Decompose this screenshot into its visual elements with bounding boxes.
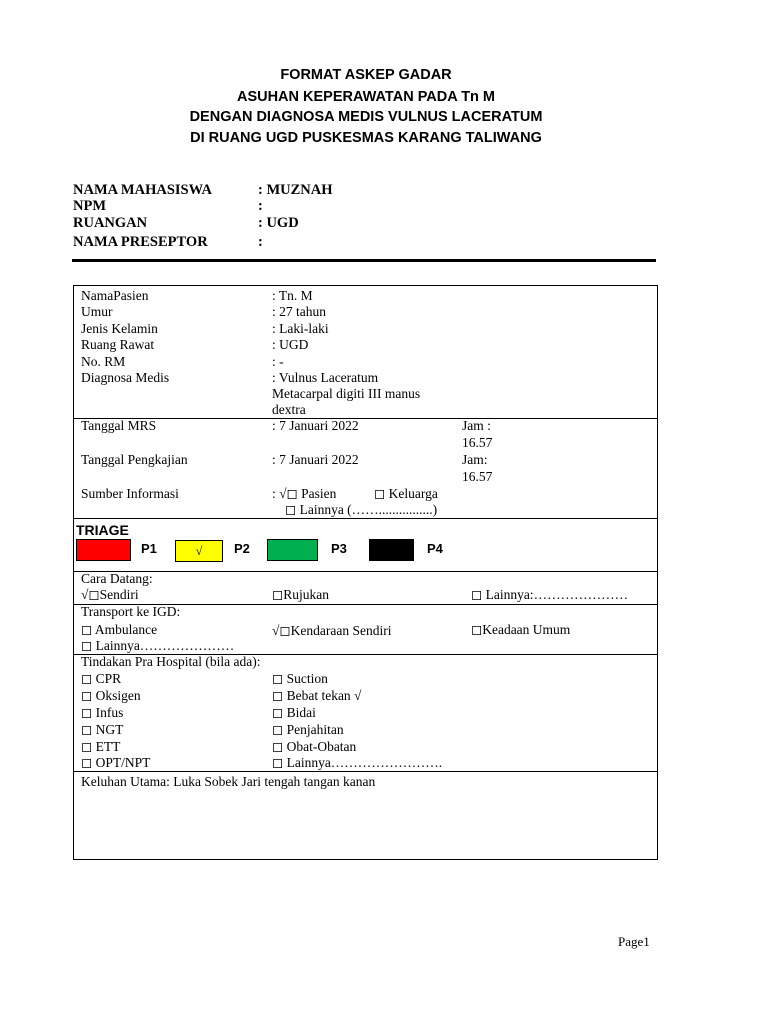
tindakan-suction-checkbox[interactable]: ◻ Suction: [272, 671, 328, 686]
cara-datang-sendiri-checkbox[interactable]: √◻Sendiri: [81, 587, 139, 602]
sumber-informasi-label: Sumber Informasi: [81, 486, 179, 501]
title-line-4: DI RUANG UGD PUSKESMAS KARANG TALIWANG: [190, 130, 542, 146]
no-rm-label: No. RM: [81, 354, 126, 369]
jam-mrs-label: Jam :: [462, 418, 491, 433]
transport-kendaraan-checkbox[interactable]: √◻Kendaraan Sendiri: [272, 623, 392, 638]
ruang-rawat-value: : UGD: [272, 337, 309, 352]
page-number: Page1: [618, 934, 650, 949]
title-line-2: ASUHAN KEPERAWATAN PADA Tn M: [236, 89, 496, 105]
nama-mahasiswa-label: NAMA MAHASISWA: [73, 182, 212, 198]
jenis-kelamin-label: Jenis Kelamin: [81, 321, 158, 336]
tanggal-pengkajian-label: Tanggal Pengkajian: [81, 452, 188, 467]
title-line-1: FORMAT ASKEP GADAR: [280, 67, 452, 83]
no-rm-value: : -: [272, 354, 284, 369]
triage-title: TRIAGE: [76, 522, 129, 538]
tindakan-ngt-checkbox[interactable]: ◻ NGT: [81, 722, 124, 737]
triage-p4-box[interactable]: [369, 539, 414, 561]
tindakan-bidai-checkbox[interactable]: ◻ Bidai: [272, 705, 316, 720]
tanggal-pengkajian-value: : 7 Januari 2022: [272, 452, 359, 467]
diagnosa-value-1: : Vulnus Laceratum: [272, 370, 379, 385]
transport-keadaan-umum-checkbox[interactable]: ◻Keadaan Umum: [471, 622, 571, 637]
transport-lainnya-checkbox[interactable]: ◻ Lainnya…………………: [81, 638, 235, 653]
transport-title: Transport ke IGD:: [81, 604, 181, 619]
triage-p2-label: P2: [234, 541, 250, 556]
jam-mrs-value: 16.57: [462, 435, 493, 450]
umur-label: Umur: [81, 304, 113, 319]
tanggal-mrs-label: Tanggal MRS: [81, 418, 157, 433]
check-mark-icon: √: [195, 544, 203, 558]
divider-dates: [74, 418, 657, 419]
triage-p3-box[interactable]: [267, 539, 318, 561]
diagnosa-value-3: dextra: [272, 402, 306, 417]
tindakan-penjahitan-checkbox[interactable]: ◻ Penjahitan: [272, 722, 344, 737]
tindakan-cpr-checkbox[interactable]: ◻ CPR: [81, 671, 122, 686]
tindakan-bebat-tekan-checkbox[interactable]: ◻ Bebat tekan √: [272, 688, 362, 703]
ruang-rawat-label: Ruang Rawat: [81, 337, 155, 352]
divider-cara-datang: [74, 571, 657, 572]
divider-keluhan: [74, 771, 657, 772]
sumber-pasien-checkbox[interactable]: : √◻ Pasien: [272, 486, 337, 501]
preseptor-value: :: [258, 234, 263, 250]
divider-triage: [74, 518, 657, 519]
diagnosa-label: Diagnosa Medis: [81, 370, 170, 385]
tindakan-oksigen-checkbox[interactable]: ◻ Oksigen: [81, 688, 141, 703]
cara-datang-lainnya-checkbox[interactable]: ◻ Lainnya:…………………: [471, 587, 629, 602]
header-divider: [72, 259, 656, 262]
cara-datang-title: Cara Datang:: [81, 571, 153, 586]
cara-datang-rujukan-checkbox[interactable]: ◻Rujukan: [272, 587, 329, 602]
tanggal-mrs-value: : 7 Januari 2022: [272, 418, 359, 433]
sumber-keluarga-checkbox[interactable]: ◻ Keluarga: [374, 486, 438, 501]
triage-p1-box[interactable]: [76, 539, 131, 561]
nama-pasien-label: NamaPasien: [81, 288, 149, 303]
jenis-kelamin-value: : Laki-laki: [272, 321, 329, 336]
assessment-form: [73, 285, 658, 860]
ruangan-value: : UGD: [258, 215, 299, 231]
keluhan-utama: Keluhan Utama: Luka Sobek Jari tengah tangan kanan: [81, 774, 376, 789]
jam-pengkajian-label: Jam:: [462, 452, 488, 467]
triage-p1-label: P1: [141, 541, 157, 556]
triage-p2-box[interactable]: [175, 540, 223, 562]
tindakan-title: Tindakan Pra Hospital (bila ada):: [81, 654, 261, 669]
nama-mahasiswa-value: : MUZNAH: [258, 182, 333, 198]
diagnosa-value-2: Metacarpal digiti III manus: [272, 386, 421, 401]
title-line-3: DENGAN DIAGNOSA MEDIS VULNUS LACERATUM: [189, 109, 543, 125]
transport-ambulance-checkbox[interactable]: ◻ Ambulance: [81, 622, 158, 637]
tindakan-opt-npt-checkbox[interactable]: ◻ OPT/NPT: [81, 755, 151, 770]
preseptor-label: NAMA PRESEPTOR: [73, 234, 208, 250]
ruangan-label: RUANGAN: [73, 215, 148, 231]
npm-label: NPM: [73, 198, 107, 214]
jam-pengkajian-value: 16.57: [462, 469, 493, 484]
triage-p4-label: P4: [427, 541, 443, 556]
npm-value: :: [258, 198, 263, 214]
tindakan-obat-checkbox[interactable]: ◻ Obat-Obatan: [272, 739, 357, 754]
tindakan-lainnya-checkbox[interactable]: ◻ Lainnya…………………….: [272, 755, 443, 770]
tindakan-infus-checkbox[interactable]: ◻ Infus: [81, 705, 124, 720]
tindakan-ett-checkbox[interactable]: ◻ ETT: [81, 739, 121, 754]
sumber-lainnya-checkbox[interactable]: ◻ Lainnya (……................): [285, 502, 438, 517]
umur-value: : 27 tahun: [272, 304, 326, 319]
nama-pasien-value: : Tn. M: [272, 288, 313, 303]
triage-p3-label: P3: [331, 541, 347, 556]
